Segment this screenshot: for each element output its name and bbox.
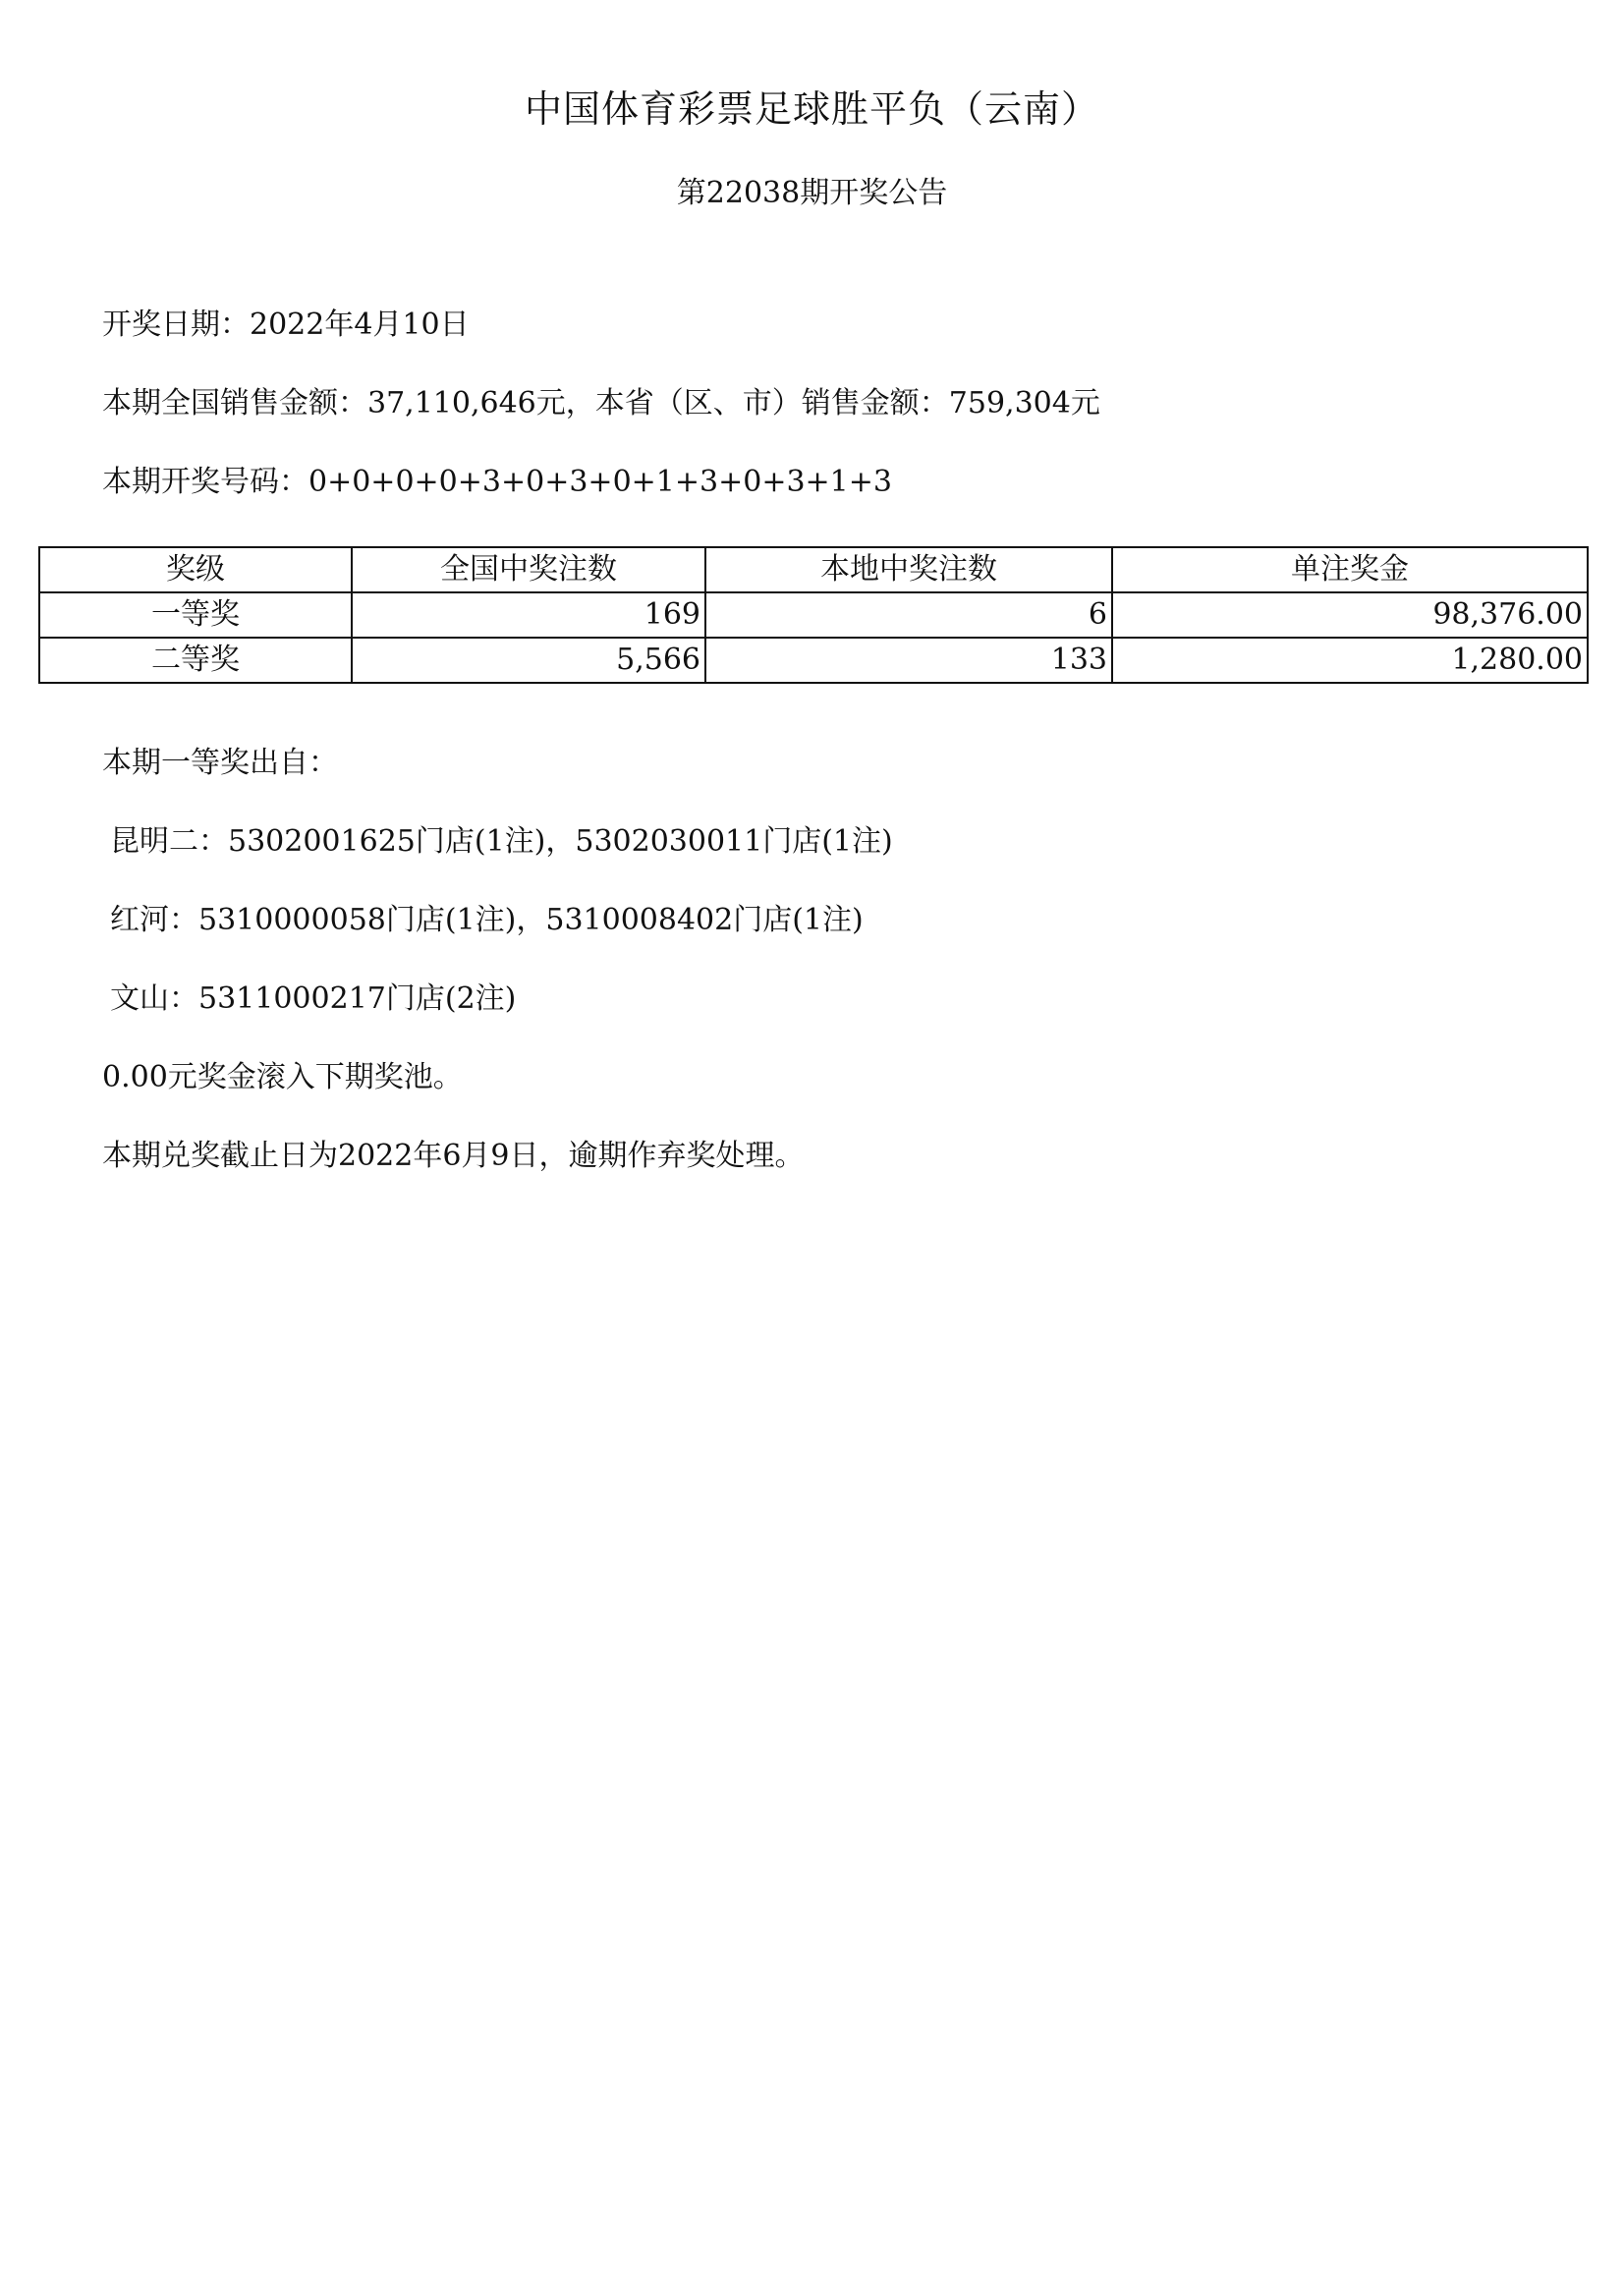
national-winners: 169 bbox=[352, 592, 705, 638]
prize-level: 一等奖 bbox=[39, 592, 352, 638]
header-prize-amount: 单注奖金 bbox=[1112, 547, 1588, 592]
claim-deadline: 本期兑奖截止日为2022年6月9日，逾期作弃奖处理。 bbox=[102, 1139, 805, 1173]
header-prize-level: 奖级 bbox=[39, 547, 352, 592]
rollover-note: 0.00元奖金滚入下期奖池。 bbox=[102, 1060, 463, 1094]
sales-amount: 本期全国销售金额：37,110,646元，本省（区、市）销售金额：759,304元 bbox=[102, 386, 1100, 420]
national-winners: 5,566 bbox=[352, 638, 705, 683]
page-title: 中国体育彩票足球胜平负（云南） bbox=[524, 87, 1099, 131]
table-row bbox=[39, 592, 1588, 638]
prize-table bbox=[38, 546, 1589, 684]
table-row bbox=[39, 638, 1588, 683]
winning-numbers: 本期开奖号码：0+0+0+0+3+0+3+0+1+3+0+3+1+3 bbox=[102, 465, 892, 499]
header-national-winners: 全国中奖注数 bbox=[352, 547, 705, 592]
local-winners: 133 bbox=[705, 638, 1112, 683]
prize-table-header-row bbox=[39, 547, 1588, 592]
header-local-winners: 本地中奖注数 bbox=[705, 547, 1112, 592]
prize-amount: 1,280.00 bbox=[1112, 638, 1588, 683]
winner-region: 红河：5310000058门店(1注)，5310008402门店(1注) bbox=[110, 903, 864, 937]
page-subtitle: 第22038期开奖公告 bbox=[676, 176, 948, 210]
winners-intro: 本期一等奖出自： bbox=[102, 746, 338, 780]
winner-region: 昆明二：5302001625门店(1注)，5302030011门店(1注) bbox=[110, 824, 893, 859]
local-winners: 6 bbox=[705, 592, 1112, 638]
winner-region: 文山：5311000217门店(2注) bbox=[110, 981, 517, 1016]
draw-date: 开奖日期：2022年4月10日 bbox=[102, 308, 470, 342]
prize-level: 二等奖 bbox=[39, 638, 352, 683]
prize-amount: 98,376.00 bbox=[1112, 592, 1588, 638]
